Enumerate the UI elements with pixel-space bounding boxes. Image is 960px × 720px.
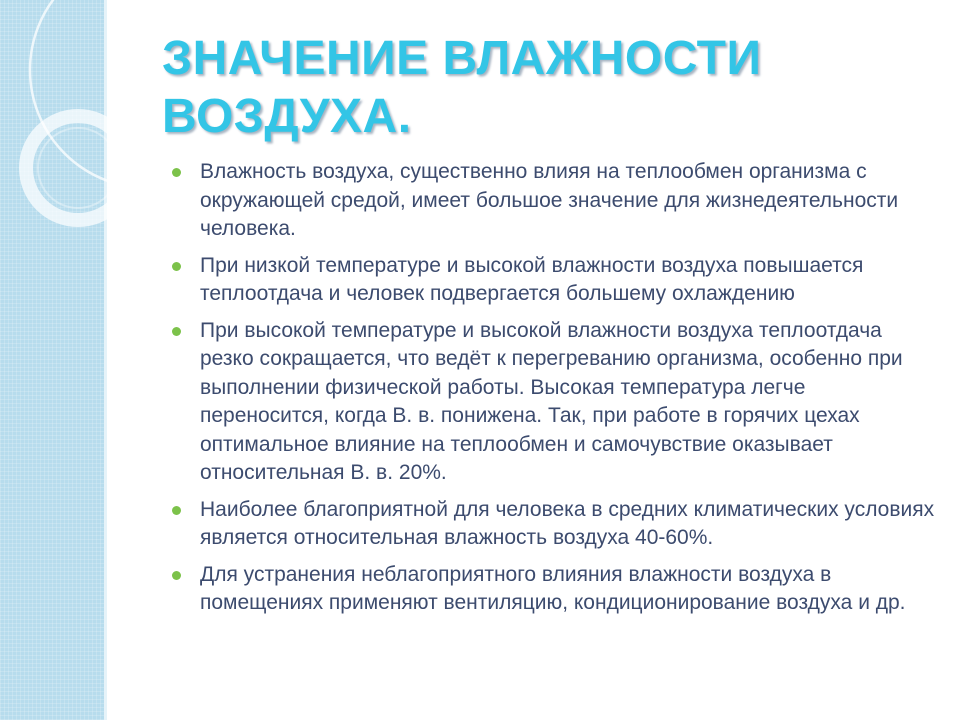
bullet-list [172,158,937,626]
bullet-dot-icon [172,571,181,580]
bullet-item [172,158,937,244]
bullet-item [172,561,937,618]
bullet-item [172,496,937,553]
bullet-item [172,252,937,309]
bullet-dot-icon [172,327,181,336]
small-ring [26,116,130,220]
bullet-text: При высокой температуре и высокой влажности воздуха теплоотдача резко сокращается, что ведёт к перегреванию организма, особенно при выполнении физической работы. Высокая температура легче переносится, когда В. в. понижена. Так, при работе в горячих цехах оптимальное влияние на теплообмен и самочувствие оказывает относительная В. в. 20%. [200,318,903,484]
small-ring-inner [38,128,118,208]
bullet-dot-icon [172,168,181,177]
bullet-text: Влажность воздуха, существенно влияя на теплообмен организма с окружающей средой, имеет большое значение для жизнедеятельности человека. [200,160,899,240]
bullet-text: Для устранения неблагоприятного влияния влажности воздуха в помещениях применяют вентиляцию, кондиционирование воздуха и др. [200,562,906,614]
slide-title: ЗНАЧЕНИЕ ВЛАЖНОСТИ ВОЗДУХА. [162,32,762,143]
bullet-text: При низкой температуре и высокой влажности воздуха повышается теплоотдача и человек подвергается большему охлаждению [200,253,864,305]
bullet-item [172,317,937,488]
bullet-dot-icon [172,262,181,271]
bullet-dot-icon [172,506,181,515]
bullet-text: Наиболее благоприятной для человека в средних климатических условиях является относительная влажность воздуха 40-60%. [200,497,935,549]
